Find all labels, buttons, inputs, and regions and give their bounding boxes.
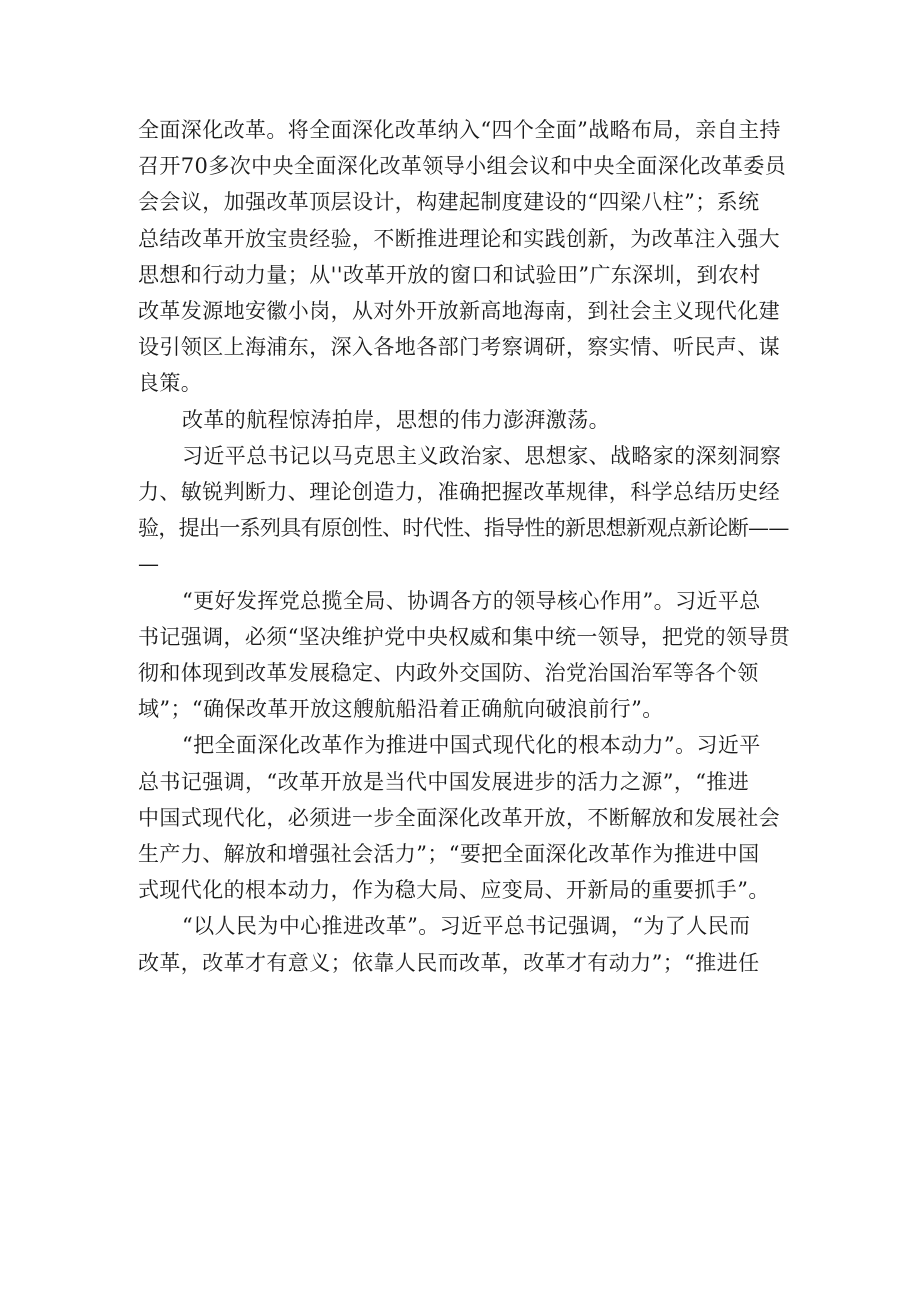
body-text xyxy=(138,112,790,981)
text-line: 生产力、解放和增强社会活力”；“要把全面深化改革作为推进中国 xyxy=(138,842,760,867)
text-line: 总结改革开放宝贵经验，不断推进理论和实践创新，为改革注入强大 xyxy=(138,226,780,251)
text-line: 域”；“确保改革开放这艘航船沿着正确航向破浪前行”。 xyxy=(138,697,664,722)
paragraph-first-line: “以人民为中心推进改革”。习近平总书记强调，“为了人民而 xyxy=(182,914,751,939)
text-line: 会会议，加强改革顶层设计，构建起制度建设的“四梁八柱”；系统 xyxy=(138,190,760,215)
text-line: 全面深化改革。将全面深化改革纳入“四个全面”战略布局，亲自主持 xyxy=(138,118,781,142)
text-line: 中国式现代化，必须进一步全面深化改革开放，不断解放和发展社会 xyxy=(138,805,780,830)
paragraph-first-line: “把全面深化改革作为推进中国式现代化的根本动力”。习近平 xyxy=(182,733,761,758)
paragraph-first-line: “更好发挥党总揽全局、协调各方的领导核心作用”。习近平总 xyxy=(182,588,761,613)
text-line: 思想和行动力量；从''改革开放的窗口和试验田”广东深圳，到农村 xyxy=(138,262,761,287)
text-line: 召开70多次中央全面深化改革领导小组会议和中央全面深化改革委员 xyxy=(138,154,787,179)
text-line: 书记强调，必须“坚决维护党中央权威和集中统一领导，把党的领导贯 xyxy=(138,624,791,649)
text-line: 式现代化的根本动力，作为稳大局、应变局、开新局的重要抓手”。 xyxy=(138,878,770,903)
text-line: 验，提出一系列具有原创性、时代性、指导性的新思想新观点新论断—— xyxy=(138,516,789,541)
text-line: 良策。 xyxy=(138,371,203,396)
text-line: 设引领区上海浦东，深入各地各部门考察调研，察实情、听民声、谋 xyxy=(138,335,780,360)
text-line: 彻和体现到改革发展稳定、内政外交国防、治党治国治军等各个领 xyxy=(138,661,759,686)
text-line: — xyxy=(138,552,160,577)
text-line: 总书记强调，“改革开放是当代中国发展进步的活力之源”，“推进 xyxy=(138,769,750,794)
paragraph-first-line: 习近平总书记以马克思主义政治家、思想家、战略家的深刻洞察 xyxy=(182,443,782,468)
text-line: 改革发源地安徽小岗，从对外开放新高地海南，到社会主义现代化建 xyxy=(138,299,780,324)
text-line: 力、敏锐判断力、理论创造力，准确把握改革规律，科学总结历史经 xyxy=(138,480,780,505)
text-line: 改革，改革才有意义；依靠人民而改革，改革才有动力”；“推进任 xyxy=(138,950,760,975)
paragraph-first-line: 改革的航程惊涛拍岸，思想的伟力澎湃激荡。 xyxy=(182,407,610,432)
